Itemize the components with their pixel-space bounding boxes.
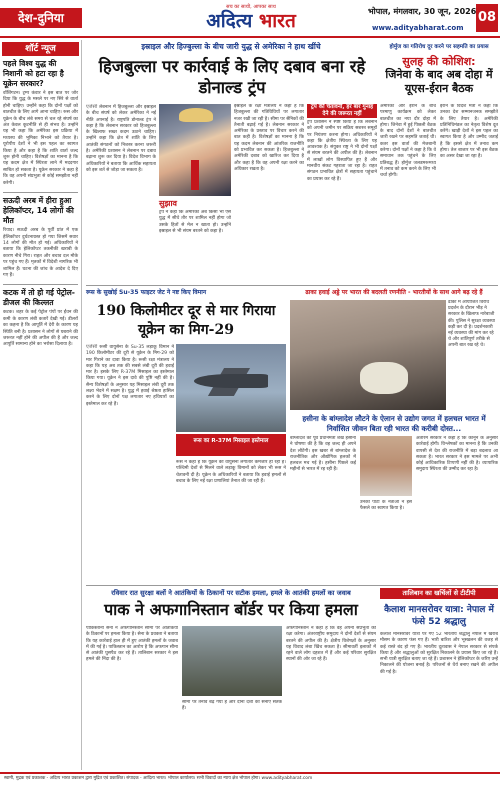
pakistan-story-column-2: सीमा पर तनाव बढ़ गया है और दोनों देशों की सेनाएं सतर्क हैं। xyxy=(182,700,282,712)
mig-story-column-2: रूस ने कहा है कि यूक्रेन की वायुसेना लगातार कमजोर हो रही है। पश्चिमी देशों से मिलने वाले लड़ाकू विमानों को लेकर भी रूस ने चेतावनी दी है। यूक्रेन के अधिकारियों ने बताया कि हवाई हमलों से बचाव के लिए नई रक्षा प्रणालियां तैनात की जा रही हैं। xyxy=(176,460,286,484)
geneva-story-label: सुलह की कोशिश: xyxy=(402,55,476,68)
photo-caption: ढाका में आयोजित विरोध प्रदर्शन के दौरान भीड़ ने सरकार के खिलाफ नारेबाजी की। पुलिस ने सुरक्षा व्यवस्था कड़ी कर दी है। प्रदर्शनकारी नई व्यवस्था की मांग कर रहे थे और शांतिपूर्ण तरीके से अपनी बात रख रहे थे। xyxy=(448,300,495,349)
brief-title: कटक में तो हो गई पेट्रोल-डीजल की किल्लत xyxy=(3,288,75,308)
brief-title: सऊदी अरब में हीरा हुआ हेलिकॉप्टर, 14 लोगों की मौत xyxy=(3,196,74,226)
article-text: रूसी वायुसेना के Su-35 लड़ाकू विमान ने 190 किलोमीटर की दूरी से यूक्रेन के मिग-29 को मार गिराने का दावा किया है। रूसी रक्षा मंत्रालय ने कहा कि यह अब तक की सबसे लंबी दूरी की हवाई मार है। इसके लिए R-37M मिसाइल का इस्तेमाल किया गया। यूक्रेन ने इस दावे की पुष्टि नहीं की है। सैन्य विशेषज्ञों के अनुसार यह मिसाइल लंबी दूरी तक लक्ष्य भेदने में सक्षम है। युद्ध में हवाई श्रेष्ठता हासिल करने के लिए दोनों पक्ष लगातार नए हथियारों का इस्तेमाल कर रहे हैं। xyxy=(86,345,174,407)
protest-photo[interactable] xyxy=(290,300,446,410)
photo-detail xyxy=(194,374,268,388)
photo-detail xyxy=(191,160,199,190)
mig-story-column-1 xyxy=(86,344,174,582)
section-label: देश-दुनिया xyxy=(0,8,82,28)
brief-body: वॉशिंगटन। ट्रम्प कंवार ने इस बात पर जोर दिया कि युद्ध के मसले पर नए सिरे से वार्ता होनी चाहिए। उन्होंने कहा कि दोनों पक्षों को बातचीत के लिए आगे आना चाहिए। रूस और यूक्रेन के बीच लंबे समय से चल रहे संघर्ष का अंत केवल कूटनीति से ही संभव है। उन्होंने यह भी कहा कि अमेरिका इस प्रक्रिया में मध्यस्थ की भूमिका निभाने को तैयार है। यूरोपीय देशों ने भी इस पहल का स्वागत किया है और कहा है कि शांति वार्ता जल्द शुरू होनी चाहिए। विशेषज्ञों का मानना है कि यह कदम क्षेत्र में स्थिरता लाने में मददगार साबित हो सकता है। यूक्रेन सरकार ने कहा है कि वह अपनी संप्रभुता से कोई समझौता नहीं करेगी। xyxy=(3,91,78,186)
kailash-story-tag: तालिबान का खर्चिलों से टीटीपी xyxy=(380,588,498,599)
hasina-story-column-1: बांग्लादेश की पूर्व प्रधानमंत्री शेख हसीना ने घोषणा की है कि वह जल्द ही अपने देश लौटेंगी। इस खबर से बांग्लादेश के राजनीतिक और औद्योगिक हलकों में हलचल मच गई है। हसीना पिछले कई महीनों से भारत में रह रही हैं। xyxy=(290,436,356,473)
byline: एजेंसी xyxy=(86,104,98,110)
short-news-heading: शॉर्ट न्यूज xyxy=(2,42,79,56)
brief-body: रियाद। सऊदी अरब के पूर्वी प्रांत में एक हेलिकॉप्टर दुर्घटनाग्रस्त हो गया जिसमें सवार 14 लोगों की मौत हो गई। अधिकारियों ने बताया कि हेलिकॉप्टर तकनीकी खराबी के कारण नीचे गिरा। राहत और बचाव दल मौके पर पहुंच गए हैं। मृतकों में विदेशी नागरिक भी शामिल हैं। घटना की जांच के आदेश दे दिए गए हैं। xyxy=(3,228,78,278)
geneva-story-column-2: ईरान के विदेश मंत्री ने कहा कि उनका देश सम्मानजनक समझौते के लिए तैयार है। अमेरिकी प्रतिनिधिमंडल का नेतृत्व विशेष दूत करेंगे। खाड़ी देशों ने इस पहल का स्वागत किया है और उम्मीद जताई है कि इससे क्षेत्र में तनाव कम होगा। तेल बाजार पर भी इस बैठक का असर देखा जा रहा है। xyxy=(440,104,498,160)
top-story-column-2: ट्रंप ने कहा कि अमेरिका अब किसी भी ऐसे युद्ध में सीधे तौर पर शामिल नहीं होगा जो उसके हितों से मेल न खाता हो। उन्होंने इस्राइल से भी संयम बरतने को कहा है। xyxy=(159,210,231,234)
geneva-story-kicker: होर्मुज का गतिरोध दूर करने पर सहमति का प्रयास xyxy=(389,44,489,50)
mig-story-kicker: रूस के सुखोई Su-35 फाइटर जेट ने नष्ट किए विमान xyxy=(86,289,207,296)
pakistan-story-headline[interactable]: पाक ने अफगानिस्तान बॉर्डर पर किया हमला xyxy=(104,600,358,619)
top-story-column-4: ट्रंप प्रशासन ने स्पष्ट किया है कि लेबनान को अपनी जमीन पर सक्रिय सशस्त्र समूहों पर नियंत्रण करना होगा। अधिकारियों ने कहा कि क्षेत्रीय स्थिरता के लिए यह आवश्यक है। संयुक्त राष्ट्र ने भी दोनों पक्षों से संयम बरतने की अपील की है। लेबनान में लाखों लोग विस्थापित हुए हैं और मानवीय संकट गहराता जा रहा है। राहत संगठन प्रभावित क्षेत्रों में सहायता पहुंचाने का प्रयास कर रहे हैं। xyxy=(307,120,377,182)
short-news-column xyxy=(0,40,82,770)
imprint-footer: स्वामी, मुद्रक एवं प्रकाशक - अदित्य भारत प्रकाशन द्वारा मुद्रित एवं प्रकाशित। संपादक - आदित्य भारत। भोपाल कार्यालय। सभी विवादों का न्याय क्षेत्र भोपाल होगा। www.adityabharat.com xyxy=(0,772,500,789)
top-story-column-3: इस्राइल के रक्षा मंत्रालय ने कहा है कि हिजबुल्ला की गतिविधियों पर लगातार नजर रखी जा रही है। सीमा पर सैनिकों की तैनाती बढ़ाई गई है। लेबनान सरकार ने अमेरिका के प्रस्ताव पर विचार करने की बात कही है। विशेषज्ञों का मानना है कि यह कदम लेबनान की आंतरिक राजनीति को प्रभावित कर सकता है। हिजबुल्ला ने अमेरिकी दबाव को खारिज कर दिया है और कहा है कि वह अपनी रक्षा करने का अधिकार रखता है। xyxy=(234,104,304,172)
brief-item[interactable] xyxy=(0,288,81,350)
pakistan-story-column-3: अफगानिस्तान ने कहा है कि वह अपनी संप्रभुता की रक्षा करेगा। अंतरराष्ट्रीय समुदाय ने दोनों देशों से संयम बरतने की अपील की है। क्षेत्रीय विशेषज्ञों के अनुसार यह विवाद लंबा खिंच सकता है। सीमावर्ती इलाकों में रहने वाले लोग दहशत में हैं और कई परिवार सुरक्षित स्थानों की ओर जा रहे हैं। xyxy=(286,626,376,663)
top-story-subhead-box: ट्रंप की चेतावनी, हर बार गुनाह देने की जरूरत नहीं xyxy=(307,104,377,118)
protest-story-kicker: ढाका हवाई अड्डे पर भारत की बदलती रणनीति - भारतीयों के साथ आगे बढ़ रहे हैं xyxy=(305,289,483,296)
logo-tagline: सच का साथी, आपका साथ xyxy=(226,4,276,10)
pakistan-story-kicker: रविवार रात सुरक्षा बलों ने आतंकियों के ठिकानों पर सटीक हमला, हमले के आतंकी हमलों का जवाब xyxy=(111,589,351,597)
photo-caption: रूस का R-37M मिसाइल इस्तेमाल xyxy=(176,434,286,456)
quote-label: सुझाव xyxy=(159,199,177,208)
photo-detail xyxy=(360,362,408,394)
fighter-jet-photo[interactable] xyxy=(176,344,286,432)
top-story-column-1 xyxy=(86,104,156,282)
hasina-story-column-2: उनकी पार्टी के नेताओं ने इस फैसले का स्वागत किया है। xyxy=(360,500,412,512)
hasina-photo[interactable] xyxy=(360,436,412,496)
brief-item[interactable] xyxy=(0,196,81,281)
website-link[interactable]: www.adityabharat.com xyxy=(372,24,464,32)
geneva-story-column-1: अमेरिका और ईरान के बीच परमाणु कार्यक्रम को लेकर बातचीत का नया दौर दोहा में होगा। जिनेवा में हुई पिछली बैठक के बाद दोनों देशों ने बातचीत जारी रखने पर सहमति जताई थी। कतर इस वार्ता की मेजबानी करेगा। दोनों पक्षों ने कहा है कि वे समाधान तक पहुंचने के लिए प्रतिबद्ध हैं। होर्मुज जलडमरूमध्य में तनाव को कम करने के लिए भी चर्चा होगी। xyxy=(380,104,436,179)
brief-title: पहले विश्व युद्ध की निशानी को हटा रहा है यूक्रेन सरकार? xyxy=(3,59,64,88)
divider xyxy=(86,285,498,286)
geneva-story-headline[interactable]: जिनेवा के बाद अब दोहा में यूएस-ईरान बैठक xyxy=(385,68,493,95)
dateline: भोपाल, मंगलवार, 30 जून, 2026 xyxy=(368,7,477,16)
divider xyxy=(3,284,78,285)
page-number: 08 xyxy=(476,4,498,32)
border-photo[interactable] xyxy=(182,626,282,696)
kailash-story-headline[interactable]: कैलाश मानसरोवर यात्रा: नेपाल में फंसे 52 श्रद्धालु xyxy=(384,605,494,627)
byline: एजेंसी xyxy=(86,344,98,350)
logo-wordmark: अदित्य भारत xyxy=(206,10,296,32)
brief-body: कटक। शहर के कई पेट्रोल पंपों पर ईंधन की कमी के कारण लंबी कतारें देखी गईं। डीलरों का कहना है कि आपूर्ति में देरी के कारण यह स्थिति बनी है। प्रशासन ने लोगों से घबराने की जरूरत नहीं होने की अपील की है और जल्द आपूर्ति सामान्य होने का भरोसा दिलाया है। xyxy=(3,310,78,348)
brief-item[interactable] xyxy=(0,59,81,189)
kailash-story-body: कैलाश मानसरोवर यात्रा पर गए 52 भारतीय श्रद्धालु नेपाल में खराब मौसम के कारण फंस गए हैं। भारी बारिश और भूस्खलन की वजह से कई रास्ते बंद हो गए हैं। भारतीय दूतावास ने नेपाल सरकार से संपर्क किया है और श्रद्धालुओं को सुरक्षित निकालने के प्रयास किए जा रहे हैं। सभी यात्री सुरक्षित बताए जा रहे हैं। प्रशासन ने हेलिकॉप्टर के जरिए उन्हें निकालने की योजना बनाई है। परिजनों से धैर्य बनाए रखने की अपील की गई है। xyxy=(380,632,498,675)
hasina-story-column-3: अंतरिम सरकार ने कहा है कि कानून के अनुसार कार्रवाई होगी। विश्लेषकों का मानना है कि उनकी वापसी से देश की राजनीति में बड़ा बदलाव आ सकता है। भारत सरकार ने इस मामले पर अभी कोई आधिकारिक टिप्पणी नहीं की है। व्यापारिक समुदाय स्थिरता की उम्मीद कर रहा है। xyxy=(416,436,498,473)
pakistan-story-column-1: पाकिस्तानी सेना ने अफगानिस्तान सीमा पर आतंकियों के ठिकानों पर हमला किया है। सेना के प्रवक्ता ने बताया कि यह कार्रवाई हाल ही में हुए आतंकी हमलों के जवाब में की गई है। पाकिस्तान का आरोप है कि अफगान सीमा से आतंकी घुसपैठ कर रहे हैं। तालिबान सरकार ने इस हमले की निंदा की है। xyxy=(86,626,178,663)
newspaper-logo[interactable] xyxy=(186,4,316,34)
divider xyxy=(3,192,78,193)
article-text: लेबनान में हिजबुल्ला और इस्राइल के बीच संघर्ष को लेकर अमेरिका ने नई नीति अपनाई है। राष्ट्रपति डोनाल्ड ट्रंप ने कहा है कि लेबनान सरकार को हिजबुल्ला के खिलाफ सख्त कदम उठाने चाहिए। उन्होंने कहा कि क्षेत्र में शांति के लिए आतंकी संगठनों को निशस्त्र करना जरूरी है। अमेरिकी प्रशासन ने लेबनान पर दबाव बढ़ाना शुरू कर दिया है। विदेश विभाग के अधिकारियों ने बताया कि आर्थिक सहायता को इस शर्त से जोड़ा जा सकता है। xyxy=(86,105,156,173)
masthead xyxy=(0,0,500,38)
mig-story-headline[interactable]: 190 किलोमीटर दूर से मार गिराया यूक्रेन का मिग-29 xyxy=(96,303,276,338)
hasina-story-headline[interactable]: हसीना के बांग्लादेश लौटने के ऐलान से उद्योग जगत में हलचल भारत में निर्वासित जीवन बिता रही भारत की करीबी दोस्त... xyxy=(302,414,486,433)
divider xyxy=(86,585,498,586)
top-story-kicker: इस्राइल और हिज्बुल्ला के बीच जारी युद्ध से अमेरिका ने हाथ खींचे xyxy=(141,42,321,51)
top-story-headline[interactable]: हिजबुल्ला पर कार्रवाई के लिए दबाव बना रहे डोनाल्ड ट्रंप xyxy=(98,57,366,97)
trump-photo[interactable] xyxy=(159,104,231,196)
photo-detail xyxy=(179,108,213,122)
